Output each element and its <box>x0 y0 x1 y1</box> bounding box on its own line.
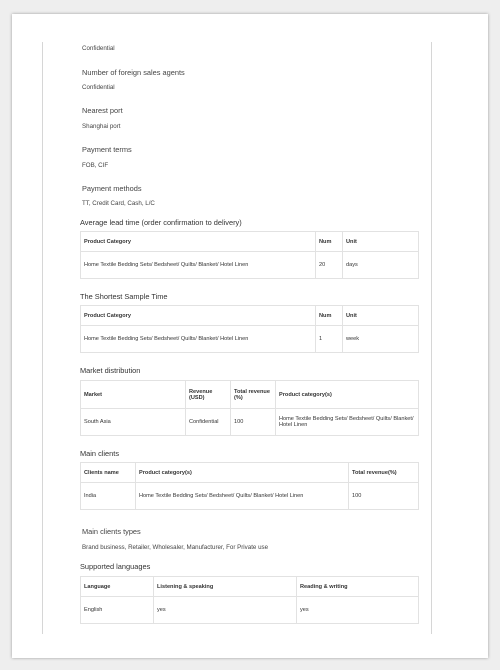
header-product-category: Product Category <box>81 306 316 326</box>
header-market: Market <box>81 381 186 409</box>
table-row <box>81 597 419 624</box>
table-header-row <box>81 381 419 409</box>
cell-market: South Asia <box>81 409 186 436</box>
header-num: Num <box>316 306 343 326</box>
table-row <box>81 409 419 436</box>
foreign-agents-label: Number of foreign sales agents <box>82 68 185 77</box>
clients-table <box>80 462 419 510</box>
cell-language: English <box>81 597 154 624</box>
payment-methods-value: TT, Credit Card, Cash, L/C <box>82 200 155 207</box>
header-unit: Unit <box>343 306 419 326</box>
header-total-revenue: Total revenue(%) <box>349 463 419 483</box>
foreign-agents-value: Confidential <box>82 84 115 91</box>
table-header-row <box>81 577 419 597</box>
client-types-label: Main clients types <box>82 527 141 536</box>
cell-unit: week <box>343 326 419 353</box>
header-reading: Reading & writing <box>297 577 419 597</box>
cell-num: 1 <box>316 326 343 353</box>
cell-revenue: Confidential <box>186 409 231 436</box>
payment-terms-value: FOB, CIF <box>82 162 109 169</box>
payment-methods-label: Payment methods <box>82 184 142 193</box>
lead-time-table <box>80 231 419 279</box>
header-unit: Unit <box>343 232 419 252</box>
languages-table <box>80 576 419 624</box>
market-table <box>80 380 419 436</box>
table-header-row <box>81 232 419 252</box>
cell-listening: yes <box>154 597 297 624</box>
table-row <box>81 252 419 279</box>
cell-total-revenue: 100 <box>231 409 276 436</box>
lead-time-title: Average lead time (order confirmation to delivery) <box>80 218 242 227</box>
cell-product: Home Textile Bedding Sets/ Bedsheet/ Quilts/ Blanket/ Hotel Linen <box>136 483 349 510</box>
header-total-revenue: Total revenue (%) <box>231 381 276 409</box>
nearest-port-value: Shanghai port <box>82 123 121 130</box>
header-language: Language <box>81 577 154 597</box>
header-product-category: Product category(s) <box>276 381 419 409</box>
table-row <box>81 326 419 353</box>
cell-product: Home Textile Bedding Sets/ Bedsheet/ Quilts/ Blanket/ Hotel Linen <box>81 252 316 279</box>
sample-time-table <box>80 305 419 353</box>
payment-terms-label: Payment terms <box>82 145 132 154</box>
cell-reading: yes <box>297 597 419 624</box>
cell-total-revenue: 100 <box>349 483 419 510</box>
top-value: Confidential <box>82 45 115 52</box>
languages-title: Supported languages <box>80 562 151 571</box>
header-listening: Listening & speaking <box>154 577 297 597</box>
header-revenue: Revenue (USD) <box>186 381 231 409</box>
sample-time-title: The Shortest Sample Time <box>80 292 168 301</box>
header-product-category: Product category(s) <box>136 463 349 483</box>
table-row <box>81 483 419 510</box>
cell-unit: days <box>343 252 419 279</box>
table-header-row <box>81 306 419 326</box>
header-num: Num <box>316 232 343 252</box>
cell-product: Home Textile Bedding Sets/ Bedsheet/ Quilts/ Blanket/ Hotel Linen <box>81 326 316 353</box>
header-clients-name: Clients name <box>81 463 136 483</box>
cell-product: Home Textile Bedding Sets/ Bedsheet/ Quilts/ Blanket/ Hotel Linen <box>276 409 419 436</box>
nearest-port-label: Nearest port <box>82 106 123 115</box>
cell-num: 20 <box>316 252 343 279</box>
table-header-row <box>81 463 419 483</box>
cell-client-name: India <box>81 483 136 510</box>
header-product-category: Product Category <box>81 232 316 252</box>
market-title: Market distribution <box>80 366 141 375</box>
client-types-value: Brand business, Retailer, Wholesaler, Manufacturer, For Private use <box>82 544 269 551</box>
clients-title: Main clients <box>80 449 120 458</box>
